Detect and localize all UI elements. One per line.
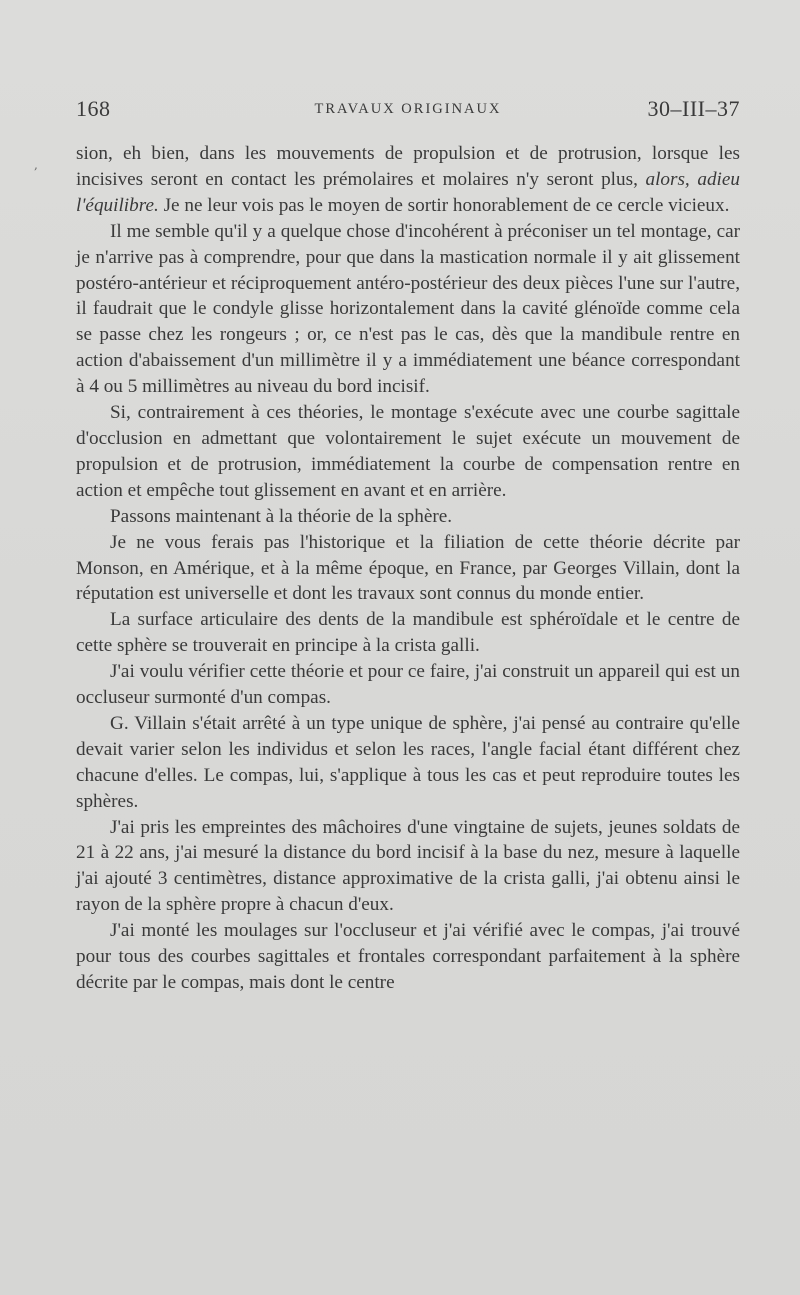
paragraph: J'ai monté les moulages sur l'occluseur et j'ai vérifié avec le compas, j'ai trouvé pour tous des courbes sagittales et frontales correspondant parfaitement à la sphère décrite par le compas, mais dont le centre <box>76 920 740 993</box>
body-text <box>76 141 740 996</box>
italic-phrase: alors, adieu l'équilibre. <box>76 168 740 216</box>
paragraph <box>76 141 740 219</box>
paragraph: J'ai pris les empreintes des mâchoires d'une vingtaine de sujets, jeunes soldats de 21 à 22 ans, j'ai mesuré la distance du bord incisif à la base du nez, mesure à laquelle j'ai ajouté 3 centimètres, distance approximative de la crista galli, j'ai obtenu ainsi le rayon de la sphère propre à chacun d'eux. <box>76 816 740 916</box>
page-header <box>76 96 740 126</box>
page-number: 168 <box>76 96 111 121</box>
paragraph: J'ai voulu vérifier cette théorie et pour ce faire, j'ai construit un appareil qui est un occluseur surmonté d'un compas. <box>76 661 740 709</box>
paragraph: Je ne vous ferais pas l'historique et la filiation de cette théorie décrite par Monson, en Amérique, et à la même époque, en France, par Georges Villain, dont la réputation est universelle et dont les travaux sont connus du monde entier. <box>76 531 740 605</box>
running-title: TRAVAUX ORIGINAUX <box>314 101 502 117</box>
paragraph: Si, contrairement à ces théories, le montage s'exécute avec une courbe sagittale d'occlusion en admettant que volontairement le sujet exécute un mouvement de propulsion et de protrusion, immédiatement la courbe de compensation rentre en action et empêche tout glissement en avant et en arrière. <box>76 402 740 501</box>
paragraph: La surface articulaire des dents de la mandibule est sphéroïdale et le centre de cette sphère se trouverait en principe à la crista galli. <box>76 609 740 657</box>
paragraph: G. Villain s'était arrêté à un type unique de sphère, j'ai pensé au contraire qu'elle devait varier selon les individus et selon les races, l'angle facial étant différent chez chacune d'elles. Le compas, lui, s'applique à tous les cas et peut reproduire toutes les sphères. <box>76 712 740 812</box>
paragraph-text: sion, eh bien, dans les mouvements de propulsion et de protrusion, lorsque les incisives seront en contact les prémolaires et molaires n'y seront plus, <box>76 143 740 190</box>
margin-mark: , <box>34 158 38 172</box>
paragraph: Il me semble qu'il y a quelque chose d'incohérent à préconiser un tel montage, car je n'arrive pas à comprendre, pour que dans la mastication normale il y ait glissement postéro-antérieur et réciproquement antéro-postérieur des deux pièces l'une sur l'autre, il faudrait que le condyle glisse horizontalement dans la cavité glénoïde comme cela se passe chez les rongeurs ; or, ce n'est pas le cas, dès que la mandibule rentre en action d'abaissement d'un millimètre il y a immédiatement une béance correspondant à 4 ou 5 millimètres au niveau du bord incisif. <box>76 220 740 398</box>
header-date: 30–III–37 <box>647 96 740 121</box>
paragraph: Passons maintenant à la théorie de la sphère. <box>110 505 453 527</box>
paragraph-text: Je ne leur vois pas le moyen de sortir honorablement de ce cercle vicieux. <box>158 194 730 216</box>
